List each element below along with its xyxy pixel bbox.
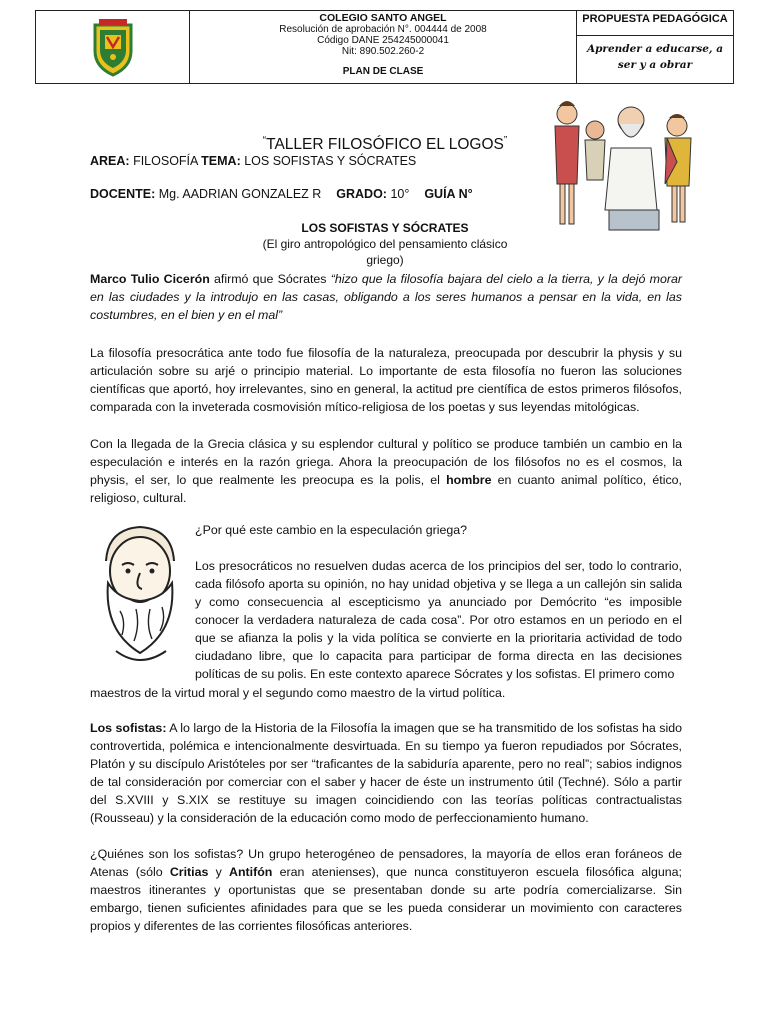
who-text-b: eran atenienses), que nunca constituyeron escuela filosófica alguna; maestros itinerantes y oportunistas que se presentaban donde su arte podría comercializarse. Sin embargo, tienen suficientes afinidades para que se les pueda considerar un movimiento con caracteres propios y diferentes de las corrientes filosóficas anteriores. xyxy=(90,865,682,933)
paragraph-presocratics-tail: maestros de la virtud moral y el segundo como maestro de la virtud política. xyxy=(90,686,506,700)
logo-cell xyxy=(36,11,190,83)
socrates-portrait-illustration xyxy=(86,521,190,671)
area-topic-line xyxy=(90,154,416,168)
greek-philosophers-illustration xyxy=(545,92,705,244)
cicero-lead: afirmó que Sócrates xyxy=(209,272,331,286)
hombre-keyword: hombre xyxy=(446,473,492,487)
school-name: COLEGIO SANTO ANGEL xyxy=(319,12,447,24)
question-change: ¿Por qué este cambio en la especulación griega? xyxy=(195,523,468,537)
school-crest-icon xyxy=(91,17,135,77)
section-subtitle: (El giro antropológico del pensamiento clásico griego) xyxy=(262,237,508,267)
title-text: TALLER FILOSÓFICO EL LOGOS xyxy=(266,136,504,153)
teacher-label: DOCENTE: xyxy=(90,187,156,201)
critias-name: Critias xyxy=(169,865,209,879)
document-header xyxy=(35,10,734,84)
area-value: FILOSOFÍA xyxy=(133,154,198,168)
grade-label: GRADO: xyxy=(336,187,387,201)
sophists-text: A lo largo de la Historia de la Filosofía la imagen que se ha transmitido de los sofistas ha sido controvertida, polémica e intencionalmente desvirtuada. En su tiempo ya fueron repudiados por Sócrates, Platón y su discípulo Aristóteles por ser “traficantes de la sabiduría aparente, pero no real”; sabios indignos de tal consideración por comerciar con el saber y hacer de éste un instrumento útil (Techné). Sólo a partir del S.XVIII y S.XIX se restituye su imagen coincidiendo con las teorías políticas contractualistas (Rousseau) y la consideración de la educación como modo de perfeccionamiento humano. xyxy=(90,721,682,825)
paragraph-presocratics-doubts: Los presocráticos no resuelven dudas acerca de los principios del ser, todo lo contrario, cada filósofo aporta su opinión, no hay unidad objetiva y se llega a un callejón sin salida y como consecuencia al escepticismo ya anunciado por Demócrito “es imposible conocer la verdadera naturaleza de cada cosa”. Por otro estamos en un periodo en el que se afianza la polis y la vida política se convierte en la prioritaria actividad de todo ciudadano libre, que lo capacita para participar de forma directa en las decisiones políticas de su polis. En este contexto aparece Sócrates y los sofistas. El primero como xyxy=(195,559,682,681)
sophists-label: Los sofistas: xyxy=(90,721,167,735)
section-heading xyxy=(250,220,520,268)
area-label: AREA: xyxy=(90,154,130,168)
antifon-name: Antifón xyxy=(229,865,273,879)
paragraph-classical-greece xyxy=(90,435,682,507)
guide-label: GUÍA N° xyxy=(424,187,473,201)
topic-label: TEMA: xyxy=(201,154,241,168)
paragraph-sophists xyxy=(90,719,682,827)
paragraph-presocratic: La filosofía presocrática ante todo fue filosofía de la naturaleza, preocupada por descubrir la physis y su articulación sobre su arjé o principio material. Lo importante de esta filosofía no fueron las soluciones científicas que aportó, hoy irrelevantes, sino en general, la actitud pre científica de estos primeros filósofos, comparada con la inveterada cosmovisión mítico-religiosa de los poetas y sus leyendas mitológicas. xyxy=(90,346,682,414)
nit-number: Nit: 890.502.260-2 xyxy=(341,46,425,57)
cicero-name: Marco Tulio Cicerón xyxy=(90,272,210,286)
proposal-title: PROPUESTA PEDAGÓGICA xyxy=(577,11,733,36)
classical-text-b: en cuanto animal político, ético, religioso, cultural. xyxy=(90,473,682,505)
cicero-quote: “hizo que la filosofía bajara del cielo a la tierra, y la dejó morar en las ciudades y la introdujo en las casas, obligando a los seres humanos a pensar en la vida, en las costumbres, en el bien y en el mal” xyxy=(90,272,683,322)
section-title: LOS SOFISTAS Y SÓCRATES xyxy=(301,221,469,235)
paragraph-cicero xyxy=(90,270,682,324)
document-title: “TALLER FILOSÓFICO EL LOGOS” xyxy=(262,135,508,153)
approval-resolution: Resolución de aprobación N°. 004444 de 2008 xyxy=(279,24,487,35)
pedagogical-proposal xyxy=(577,11,733,83)
school-motto: Aprender a educarse, a ser y a obrar xyxy=(586,43,724,71)
teacher-value: Mg. AADRIAN GONZALEZ R xyxy=(158,187,322,201)
dane-code: Código DANE 254245000041 xyxy=(317,35,449,46)
classical-text-a: Con la llegada de la Grecia clásica y su esplendor cultural y político se produce también un cambio en la especulación e interés en la razón griega. Ahora la preocupación de los filósofos no es el cosmos, la physis, el ser, lo que realmente les preocupa es la polis, el xyxy=(90,437,682,487)
paragraph-who-sophists xyxy=(90,845,682,935)
institution-info xyxy=(190,11,577,83)
plan-label: PLAN DE CLASE xyxy=(342,66,424,77)
teacher-grade-line xyxy=(90,187,473,201)
grade-value: 10° xyxy=(390,187,410,201)
who-text-a: ¿Quiénes son los sofistas? Un grupo heterogéneo de pensadores, la mayoría de ellos eran foráneos de Atenas (sólo xyxy=(90,847,682,879)
who-and: y xyxy=(208,865,230,879)
topic-value: LOS SOFISTAS Y SÓCRATES xyxy=(244,154,417,168)
